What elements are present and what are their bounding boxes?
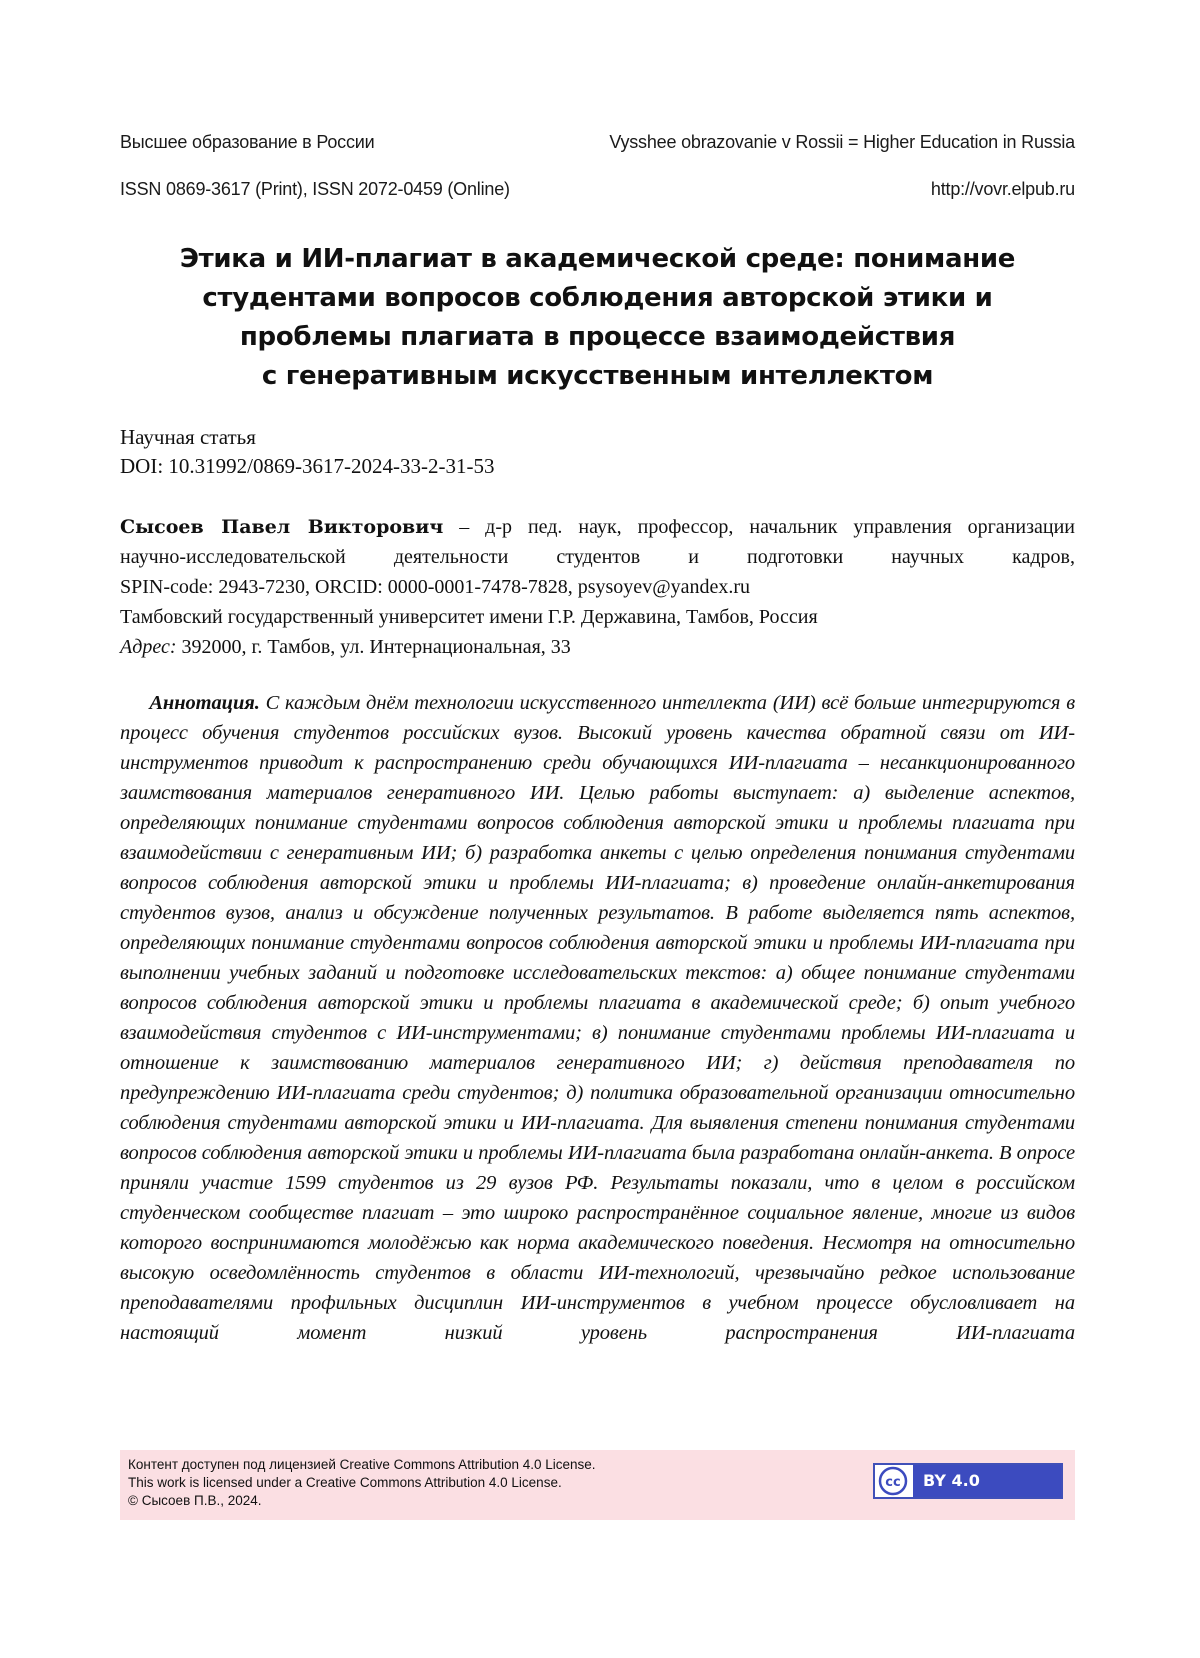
title-line: Этика и ИИ-плагиат в академической среде: понимание <box>179 244 1016 274</box>
license-line-en: This work is licensed under a Creative Commons Attribution 4.0 License. <box>128 1475 562 1490</box>
address-text: 392000, г. Тамбов, ул. Интернациональная, 33 <box>176 636 571 658</box>
issn-text: ISSN 0869-3617 (Print), ISSN 2072-0459 (Online) <box>120 179 510 199</box>
author-address <box>120 632 1075 662</box>
abstract <box>120 688 1075 1348</box>
creative-commons-icon <box>877 1465 909 1497</box>
running-header <box>120 132 1075 153</box>
article-title <box>120 240 1075 396</box>
journal-title-en: Vysshee obrazovanie v Rossii = Higher Education in Russia <box>609 132 1075 152</box>
cc-by-badge[interactable] <box>873 1463 1063 1499</box>
author-name: Сысоев Павел Викторович <box>120 516 444 538</box>
title-line: проблемы плагиата в процессе взаимодействия <box>239 322 956 352</box>
journal-title-ru: Высшее образование в России <box>120 132 375 152</box>
author-affiliation: Тамбовский государственный университет имени Г.Р. Державина, Тамбов, Россия <box>120 606 818 628</box>
cc-symbol-text: cc <box>885 1475 901 1490</box>
copyright-line: © Сысоев П.В., 2024. <box>128 1493 262 1508</box>
license-box <box>120 1450 1075 1520</box>
license-text <box>128 1456 596 1510</box>
title-line: студентами вопросов соблюдения авторской этики и <box>202 283 993 313</box>
author-ids: SPIN-code: 2943-7230, ORCID: 0000-0001-7478-7828, psysoyev@yandex.ru <box>120 576 751 598</box>
author-line-1 <box>120 512 1075 542</box>
author-block <box>120 512 1075 662</box>
title-line: с генеративным искусственным интеллектом <box>261 361 934 391</box>
author-line-2: научно-исследовательской деятельности студентов и подготовки научных кадров, <box>120 546 1075 568</box>
issn-header <box>120 179 1075 200</box>
license-line-ru: Контент доступен под лицензией Creative Commons Attribution 4.0 License. <box>128 1457 596 1472</box>
doi-link[interactable]: DOI: 10.31992/0869-3617-2024-33-2-31-53 <box>120 454 495 478</box>
address-label: Адрес: <box>120 636 177 658</box>
abstract-label: Аннотация. <box>149 692 260 714</box>
abstract-text: С каждым днём технологии искусственного интеллекта (ИИ) всё больше интегрируются в процесс обучения студентов российских вузов. Высокий уровень качества обратной связи от ИИ-инструментов приводит к распространению среди обучающихся ИИ-плагиата – несанкционированного заимствования материалов генеративного ИИ. Целью работы выступает: а) выделение аспектов, определяющих понимание студентами вопросов соблюдения авторской этики и проблемы плагиата при взаимодействии с генеративным ИИ; б) разработка анкеты с целью определения понимания студентами вопросов соблюдения авторской этики и проблемы ИИ-плагиата; в) проведение онлайн-анкетирования студентов вузов, анализ и обсуждение полученных результатов. В работе выделяется пять аспектов, определяющих понимание студентами вопросов соблюдения авторской этики и проблемы ИИ-плагиата при выполнении учебных заданий и подготовке исследовательских текстов: а) общее понимание студентами вопросов соблюдения авторской этики и проблемы плагиата в академической среде; б) опыт учебного взаимодействия студентов с ИИ-инструментами; в) понимание студентами проблемы ИИ-плагиата и отношение к заимствованию материалов генеративного ИИ; г) действия преподавателя по предупреждению ИИ-плагиата среди студентов; д) политика образовательной организации относительно соблюдения студентами авторской этики и ИИ-плагиата. Для выявления степени понимания студентами вопросов соблюдения авторской этики и проблемы ИИ-плагиата была разработана онлайн-анкета. В опросе приняли участие 1599 студентов из 29 вузов РФ. Результаты показали, что в целом в российском студенческом сообществе плагиат – это широко распространённое социальное явление, многие из видов которого воспринимаются молодёжью как норма академического поведения. Несмотря на относительно высокую осведомлённость студентов в области ИИ-технологий, чрезвычайно редкое использование преподавателями профильных дисциплин ИИ-инструментов в учебном процессе обусловливает на настоящий момент низкий уровень распространения ИИ-плагиата <box>120 692 1075 1344</box>
journal-url-link[interactable]: http://vovr.elpub.ru <box>930 179 1075 199</box>
article-type: Научная статья <box>120 425 256 449</box>
article-meta <box>120 423 494 481</box>
author-title: – д-р пед. наук, профессор, начальник управления организации <box>443 516 1075 538</box>
cc-by-label: BY 4.0 <box>913 1465 1061 1497</box>
